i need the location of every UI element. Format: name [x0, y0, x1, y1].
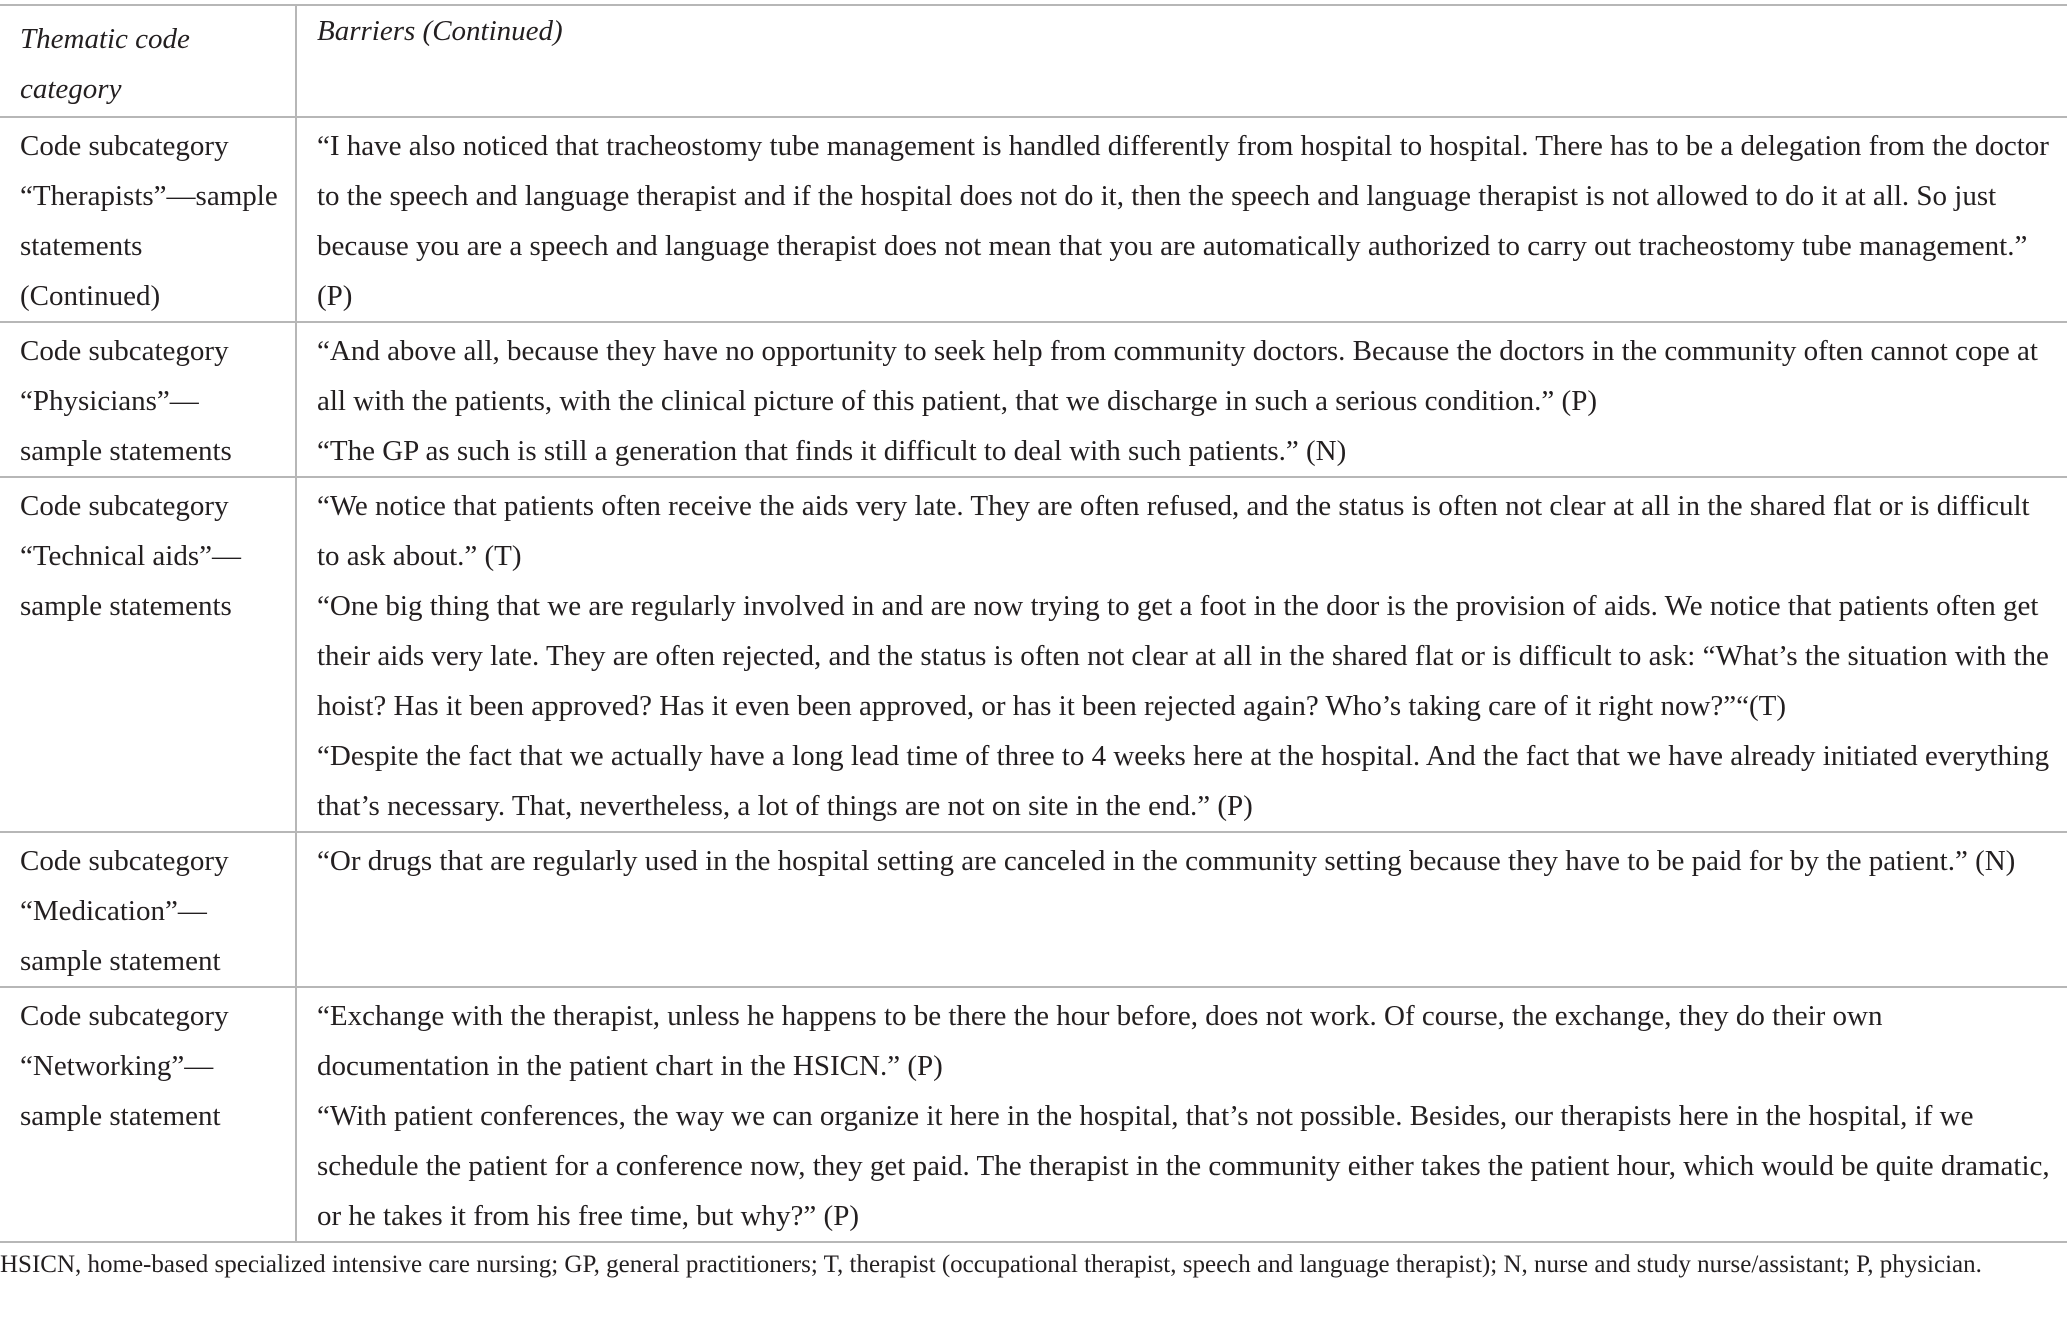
- statement: “I have also noticed that tracheostomy tube management is handled differently from hospital to hospital. There has to be a delegation from the doctor to the speech and language therapist and if the hospital does not do it, then the speech and language therapist is not allowed to do it at all. So just because you are a speech and language therapist does not mean that you are automatically authorized to carry out tracheostomy tube management.” (P): [317, 130, 2049, 312]
- statement: “One big thing that we are regularly involved in and are now trying to get a foot in the door is the provision of aids. We notice that patients often get their aids very late. They are often rejected, and the status is often not clear at all in the shared flat or is difficult to ask: “What’s the situation with the hoist? Has it been approved? Has it even been approved, or has it been rejected again? Who’s taking care of it right now?”“(T): [317, 590, 2049, 722]
- header-category-label: Thematic code category: [20, 23, 190, 105]
- header-cell-category: [0, 5, 296, 117]
- category-label: Code subcategory “Medication”—sample statement: [20, 845, 229, 977]
- header-cell-barriers: [296, 5, 2067, 117]
- category-label: Code subcategory “Physicians”—sample statements: [20, 335, 232, 467]
- category-cell: [0, 477, 296, 832]
- category-cell: [0, 117, 296, 322]
- header-barriers-label: Barriers (Continued): [317, 15, 563, 47]
- statement: “Despite the fact that we actually have a long lead time of three to 4 weeks here at the hospital. And the fact that we have already initiated everything that’s necessary. That, nevertheless, a lot of things are not on site in the end.” (P): [317, 740, 2050, 822]
- category-cell: [0, 322, 296, 477]
- statement: “We notice that patients often receive the aids very late. They are often refused, and the status is often not clear at all in the shared flat or is difficult to ask about.” (T): [317, 490, 2030, 572]
- category-label: Code subcategory “Therapists”—sample statements (Continued): [20, 130, 278, 312]
- statements-cell: [296, 477, 2067, 832]
- table-row: [0, 832, 2067, 987]
- table-row: [0, 322, 2067, 477]
- table-header-row: [0, 5, 2067, 117]
- table-row: [0, 117, 2067, 322]
- table-row: [0, 477, 2067, 832]
- table-row: [0, 987, 2067, 1242]
- statements-cell: [296, 117, 2067, 322]
- barriers-table: [0, 4, 2067, 1243]
- statement: “The GP as such is still a generation that finds it difficult to deal with such patients.” (N): [317, 435, 1347, 467]
- statement: “With patient conferences, the way we can organize it here in the hospital, that’s not possible. Besides, our therapists here in the hospital, if we schedule the patient for a conference now, they get paid. The therapist in the community either takes the patient hour, which would be quite dramatic, or he takes it from his free time, but why?” (P): [317, 1100, 2050, 1232]
- category-label: Code subcategory “Networking”—sample statement: [20, 1000, 229, 1132]
- statements-cell: [296, 832, 2067, 987]
- category-cell: [0, 832, 296, 987]
- statement: “Exchange with the therapist, unless he happens to be there the hour before, does not work. Of course, the exchange, they do their own documentation in the patient chart in the HSICN.” (P): [317, 1000, 1883, 1082]
- table-footnote: HSICN, home-based specialized intensive care nursing; GP, general practitioners; T, therapist (occupational therapist, speech and language therapist); N, nurse and study nurse/assistant; P, physician.: [0, 1251, 1982, 1278]
- category-label: Code subcategory “Technical aids”—sample statements: [20, 490, 241, 622]
- statement: “Or drugs that are regularly used in the hospital setting are canceled in the community setting because they have to be paid for by the patient.” (N): [317, 845, 2016, 877]
- statements-cell: [296, 322, 2067, 477]
- statements-cell: [296, 987, 2067, 1242]
- statement: “And above all, because they have no opportunity to seek help from community doctors. Because the doctors in the community often cannot cope at all with the patients, with the clinical picture of this patient, that we discharge in such a serious condition.” (P): [317, 335, 2038, 417]
- category-cell: [0, 987, 296, 1242]
